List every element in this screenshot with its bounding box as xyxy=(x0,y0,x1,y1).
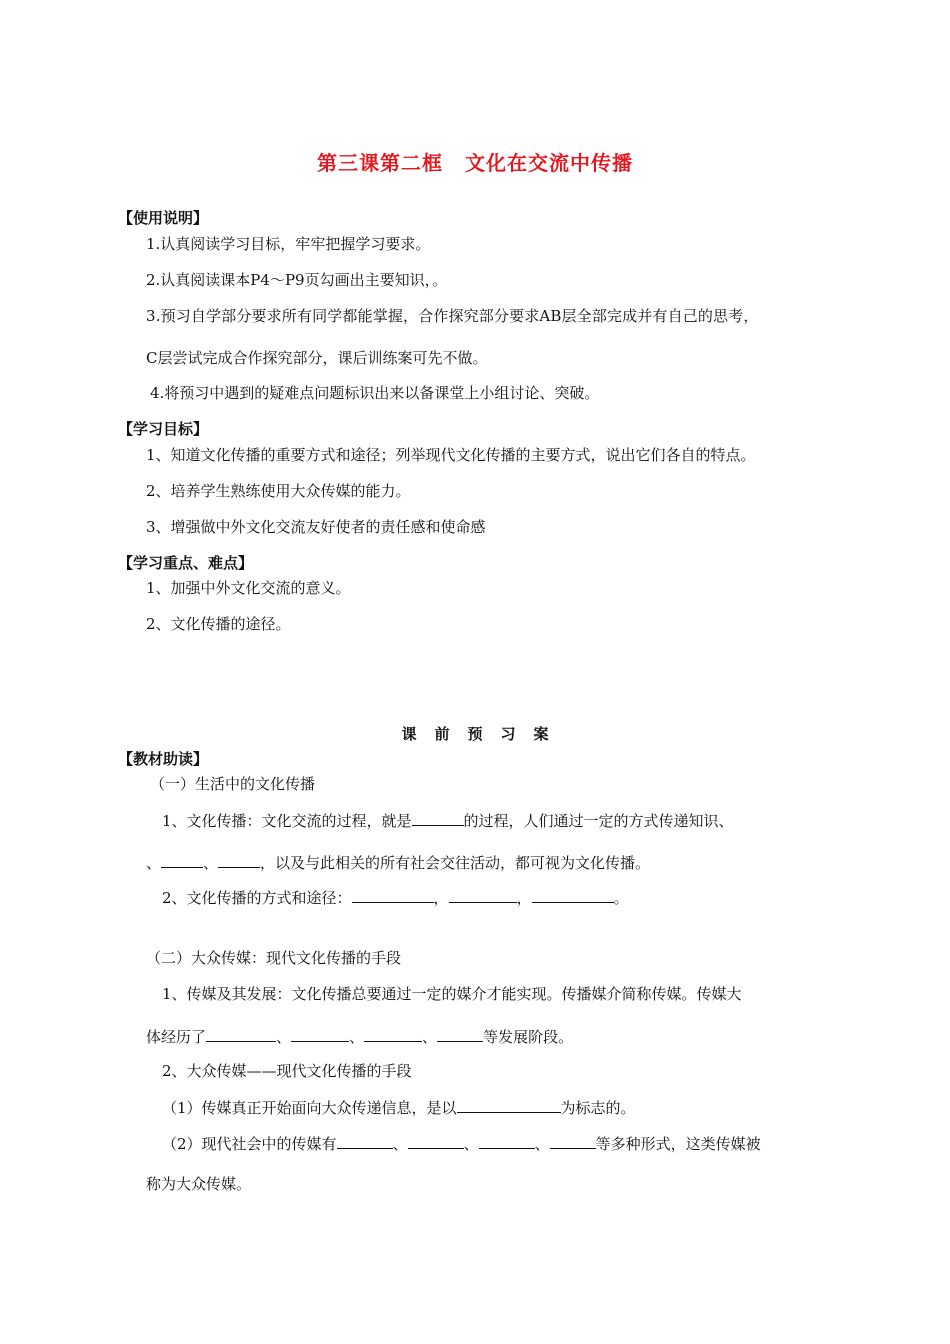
usage-item-4: 4.将预习中遇到的疑难点问题标识出来以备课堂上小组讨论、突破。 xyxy=(150,384,600,402)
s2-item2: 2、大众传媒——现代文化传播的手段 xyxy=(162,1062,412,1080)
answer-blank[interactable] xyxy=(337,1133,393,1149)
s2-3b-text: 为标志的。 xyxy=(560,1099,636,1117)
s2-item1-line1: 1、传媒及其发展：文化传播总要通过一定的媒介才能实现。传播媒介简称传媒。传媒大 xyxy=(162,985,742,1003)
answer-blank[interactable] xyxy=(218,852,260,868)
usage-item-2: 2.认真阅读课本P4～P9页勾画出主要知识，。 xyxy=(146,271,448,289)
s1-1b-text: 的过程，人们通过一定的方式传递知识、 xyxy=(463,812,734,830)
answer-blank[interactable] xyxy=(437,1026,483,1042)
goal-item-2: 2、培养学生熟练使用大众传媒的能力。 xyxy=(146,482,411,500)
answer-blank[interactable] xyxy=(206,1026,276,1042)
usage-heading: 【使用说明】 xyxy=(118,209,209,227)
s1-2c-text: ， xyxy=(516,889,532,907)
answer-blank[interactable] xyxy=(408,1133,464,1149)
s1-item1-line1 xyxy=(162,810,734,831)
answer-blank[interactable] xyxy=(532,887,614,903)
answer-blank[interactable] xyxy=(161,852,203,868)
s2-1b-text: 体经历了 xyxy=(146,1028,207,1046)
goal-item-1: 1、知道文化传播的重要方式和途径；列举现代文化传播的主要方式，说出它们各自的特点。 xyxy=(146,446,756,464)
title-part1: 第三课第二框 xyxy=(317,151,443,175)
usage-item-3b: C层尝试完成合作探究部分，课后训练案可先不做。 xyxy=(146,349,488,367)
page-title xyxy=(0,147,950,176)
key-heading: 【学习重点、难点】 xyxy=(118,554,254,572)
s2-1c-text: 、 xyxy=(276,1028,292,1046)
s2-4b-text: 、 xyxy=(392,1135,408,1153)
key-item-2: 2、文化传播的途径。 xyxy=(146,615,291,633)
answer-blank[interactable] xyxy=(457,1097,561,1113)
s2-item1-line2 xyxy=(146,1026,573,1047)
answer-blank[interactable] xyxy=(412,810,464,826)
s1-2b-text: ， xyxy=(433,889,449,907)
goal-item-3: 3、增强做中外文化交流友好使者的责任感和使命感 xyxy=(146,518,486,536)
s1-2a-text: 2、文化传播的方式和途径： xyxy=(162,889,352,907)
answer-blank[interactable] xyxy=(449,887,517,903)
section1-title: （一）生活中的文化传播 xyxy=(150,775,316,793)
s2-item4-line2: 称为大众传媒。 xyxy=(146,1175,252,1193)
textbook-heading: 【教材助读】 xyxy=(118,750,209,768)
usage-item-1: 1.认真阅读学习目标，牢牢把握学习要求。 xyxy=(146,235,431,253)
answer-blank[interactable] xyxy=(479,1133,535,1149)
goals-heading: 【学习目标】 xyxy=(118,420,209,438)
s1-1d-text: 、 xyxy=(203,854,219,872)
s2-item3 xyxy=(162,1097,636,1118)
s2-item4-line1 xyxy=(162,1133,761,1154)
s1-1a-text: 1、文化传播：文化交流的过程，就是 xyxy=(162,812,412,830)
answer-blank[interactable] xyxy=(291,1026,349,1042)
s1-1e-text: ，以及与此相关的所有社会交往活动，都可视为文化传播。 xyxy=(260,854,651,872)
s2-3a-text: （1）传媒真正开始面向大众传递信息，是以 xyxy=(162,1099,457,1117)
s2-4d-text: 、 xyxy=(534,1135,550,1153)
title-part2: 文化在交流中传播 xyxy=(465,151,633,175)
section2-title: （二）大众传媒：现代文化传播的手段 xyxy=(146,949,402,967)
usage-item-3a: 3.预习自学部分要求所有同学都能掌握，合作探究部分要求AB层全部完成并有自己的思考， xyxy=(146,307,759,325)
s2-4a-text: （2）现代社会中的传媒有 xyxy=(162,1135,337,1153)
answer-blank[interactable] xyxy=(364,1026,422,1042)
preview-heading: 课前预习案 xyxy=(401,725,567,743)
s2-1d-text: 、 xyxy=(349,1028,365,1046)
s1-1c-text: 、 xyxy=(146,854,162,872)
s1-item1-line2 xyxy=(146,852,650,873)
s2-1e-text: 、 xyxy=(422,1028,438,1046)
s2-1f-text: 等发展阶段。 xyxy=(483,1028,574,1046)
answer-blank[interactable] xyxy=(352,887,434,903)
answer-blank[interactable] xyxy=(550,1133,596,1149)
s1-item2 xyxy=(162,887,629,908)
s1-2d-text: 。 xyxy=(613,889,629,907)
s2-4c-text: 、 xyxy=(463,1135,479,1153)
s2-4e-text: 等多种形式，这类传媒被 xyxy=(595,1135,761,1153)
key-item-1: 1、加强中外文化交流的意义。 xyxy=(146,579,351,597)
